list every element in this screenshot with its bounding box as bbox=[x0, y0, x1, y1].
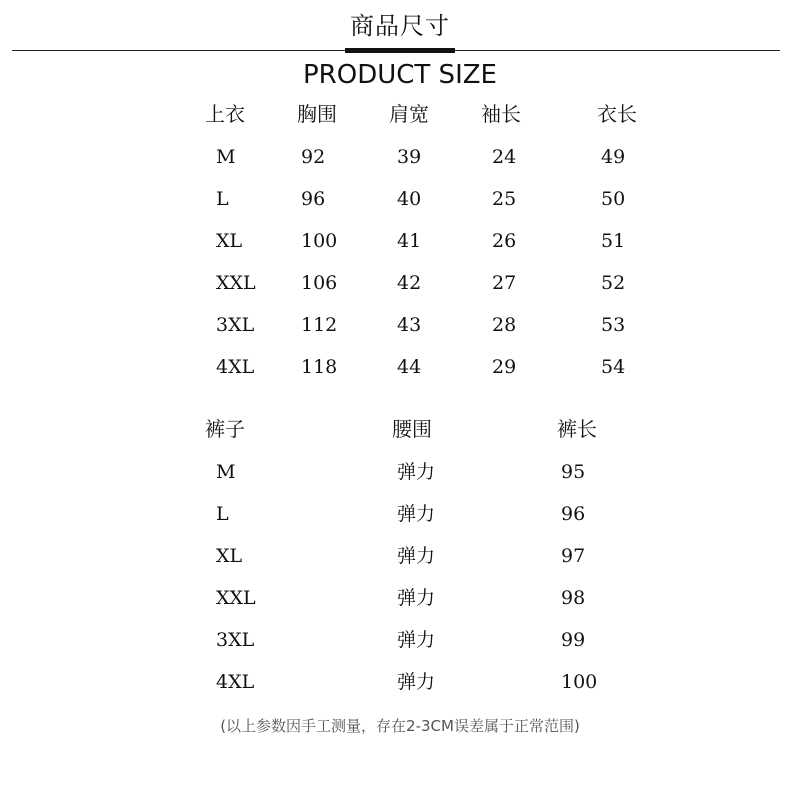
tops-value-cell: 43 bbox=[397, 314, 422, 336]
tops-value-cell: 44 bbox=[397, 356, 422, 378]
tops-size-cell: XXL bbox=[216, 272, 256, 294]
tops-size-cell: 4XL bbox=[216, 356, 255, 378]
tops-size-cell: XL bbox=[216, 230, 243, 252]
tops-value-cell: 27 bbox=[492, 272, 517, 294]
tops-value-cell: 54 bbox=[601, 356, 626, 378]
tops-size-cell: M bbox=[216, 146, 236, 168]
tops-header-cell: 衣长 bbox=[597, 102, 637, 126]
tops-value-cell: 106 bbox=[301, 272, 338, 294]
measurement-note: (以上参数因手工测量，存在2-3CM误差属于正常范围) bbox=[220, 717, 580, 735]
page-title: 商品尺寸 bbox=[350, 12, 450, 40]
tops-header-cell: 上衣 bbox=[205, 102, 245, 126]
tops-value-cell: 24 bbox=[492, 146, 517, 168]
pants-size-cell: L bbox=[216, 503, 229, 525]
tops-value-cell: 49 bbox=[601, 146, 626, 168]
tops-value-cell: 40 bbox=[397, 188, 422, 210]
pants-value-cell: 95 bbox=[561, 461, 586, 483]
pants-value-cell: 96 bbox=[561, 503, 586, 525]
tops-value-cell: 42 bbox=[397, 272, 422, 294]
tops-value-cell: 52 bbox=[601, 272, 626, 294]
tops-value-cell: 51 bbox=[601, 230, 626, 252]
tops-value-cell: 92 bbox=[301, 146, 326, 168]
tops-header-cell: 肩宽 bbox=[389, 102, 429, 126]
tops-value-cell: 112 bbox=[301, 314, 338, 336]
pants-size-cell: 3XL bbox=[216, 629, 255, 651]
pants-size-cell: M bbox=[216, 461, 236, 483]
pants-value-cell: 弹力 bbox=[397, 503, 436, 525]
tops-value-cell: 53 bbox=[601, 314, 626, 336]
pants-value-cell: 弹力 bbox=[397, 545, 436, 567]
tops-value-cell: 118 bbox=[301, 356, 338, 378]
tops-value-cell: 41 bbox=[397, 230, 422, 252]
tops-value-cell: 29 bbox=[492, 356, 517, 378]
pants-header-cell: 裤长 bbox=[557, 417, 597, 441]
pants-size-cell: XL bbox=[216, 545, 243, 567]
pants-value-cell: 弹力 bbox=[397, 587, 436, 609]
tops-value-cell: 26 bbox=[492, 230, 517, 252]
tops-value-cell: 100 bbox=[301, 230, 338, 252]
pants-value-cell: 弹力 bbox=[397, 629, 436, 651]
tops-size-cell: L bbox=[216, 188, 229, 210]
pants-value-cell: 99 bbox=[561, 629, 586, 651]
tops-header-cell: 胸围 bbox=[297, 102, 337, 126]
tops-header-cell: 袖长 bbox=[481, 102, 521, 126]
pants-value-cell: 98 bbox=[561, 587, 586, 609]
page-subtitle: PRODUCT SIZE bbox=[303, 60, 497, 90]
pants-value-cell: 100 bbox=[561, 671, 598, 693]
tops-value-cell: 39 bbox=[397, 146, 422, 168]
pants-size-cell: XXL bbox=[216, 587, 256, 609]
pants-value-cell: 弹力 bbox=[397, 461, 436, 483]
pants-header-cell: 裤子 bbox=[205, 417, 245, 441]
pants-value-cell: 97 bbox=[561, 545, 586, 567]
pants-size-cell: 4XL bbox=[216, 671, 255, 693]
pants-header-cell: 腰围 bbox=[392, 417, 432, 441]
tops-value-cell: 28 bbox=[492, 314, 517, 336]
tops-value-cell: 50 bbox=[601, 188, 626, 210]
tops-value-cell: 96 bbox=[301, 188, 326, 210]
tops-size-cell: 3XL bbox=[216, 314, 255, 336]
title-underline bbox=[345, 48, 455, 53]
tops-value-cell: 25 bbox=[492, 188, 517, 210]
pants-value-cell: 弹力 bbox=[397, 671, 436, 693]
